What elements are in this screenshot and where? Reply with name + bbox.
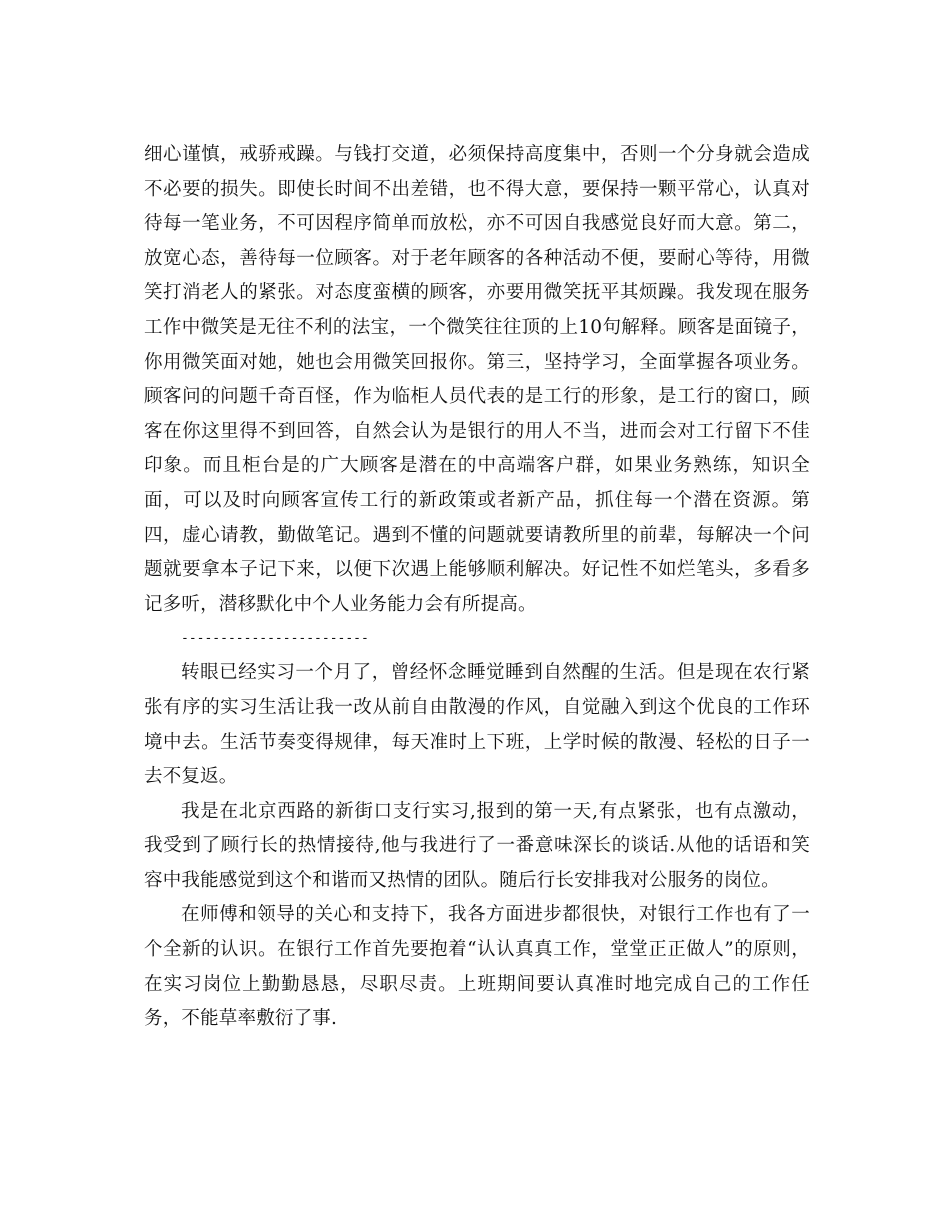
section-divider: ------------------------ bbox=[181, 631, 369, 647]
document-body bbox=[144, 138, 810, 1037]
paragraph-2: 转眼已经实习一个月了，曾经怀念睡觉睡到自然醒的生活。但是现在农行紧张有序的实习生活让我一改从前自由散漫的作风，自觉融入到这个优良的工作环境中去。生活节奏变得规律，每天准时上下班，上学时候的散漫、轻松的日子一去不复返。 bbox=[144, 662, 810, 788]
paragraph-4: 在师傅和领导的关心和支持下，我各方面进步都很快，对银行工作也有了一个全新的认识。在银行工作首先要抱着“认认真真工作，堂堂正正做人”的原则，在实习岗位上勤勤恳恳，尽职尽责。上班期间要认真准时地完成自己的工作任务，不能草率敷衍了事. bbox=[144, 904, 810, 1030]
paragraph-3: 我是在北京西路的新街口支行实习,报到的第一天,有点紧张，也有点激动，我受到了顾行长的热情接待,他与我进行了一番意味深长的谈话.从他的话语和笑容中我能感觉到这个和谐而又热情的团队。随后行长安排我对公服务的岗位。 bbox=[144, 800, 810, 891]
paragraph-1: 细心谨慎，戒骄戒躁。与钱打交道，必须保持高度集中，否则一个分身就会造成不必要的损失。即使长时间不出差错，也不得大意，要保持一颗平常心，认真对待每一笔业务，不可因程序简单而放松，亦不可因自我感觉良好而大意。第二，放宽心态，善待每一位顾客。对于老年顾客的各种活动不便，要耐心等待，用微笑打消老人的紧张。对态度蛮横的顾客，亦要用微笑抚平其烦躁。我发现在服务工作中微笑是无往不利的法宝，一个微笑往往顶的上10句解释。顾客是面镜子，你用微笑面对她，她也会用微笑回报你。第三，坚持学习，全面掌握各项业务。顾客问的问题千奇百怪，作为临柜人员代表的是工行的形象，是工行的窗口，顾客在你这里得不到回答，自然会认为是银行的用人不当，进而会对工行留下不佳印象。而且柜台是的广大顾客是潜在的中高端客户群，如果业务熟练，知识全面，可以及时向顾客宣传工行的新政策或者新产品，抓住每一个潜在资源。第四，虚心请教，勤做笔记。遇到不懂的问题就要请教所里的前辈，每解决一个问题就要拿本子记下来，以便下次遇上能够顺利解决。好记性不如烂笔头，多看多记多听，潜移默化中个人业务能力会有所提高。 bbox=[144, 144, 810, 615]
